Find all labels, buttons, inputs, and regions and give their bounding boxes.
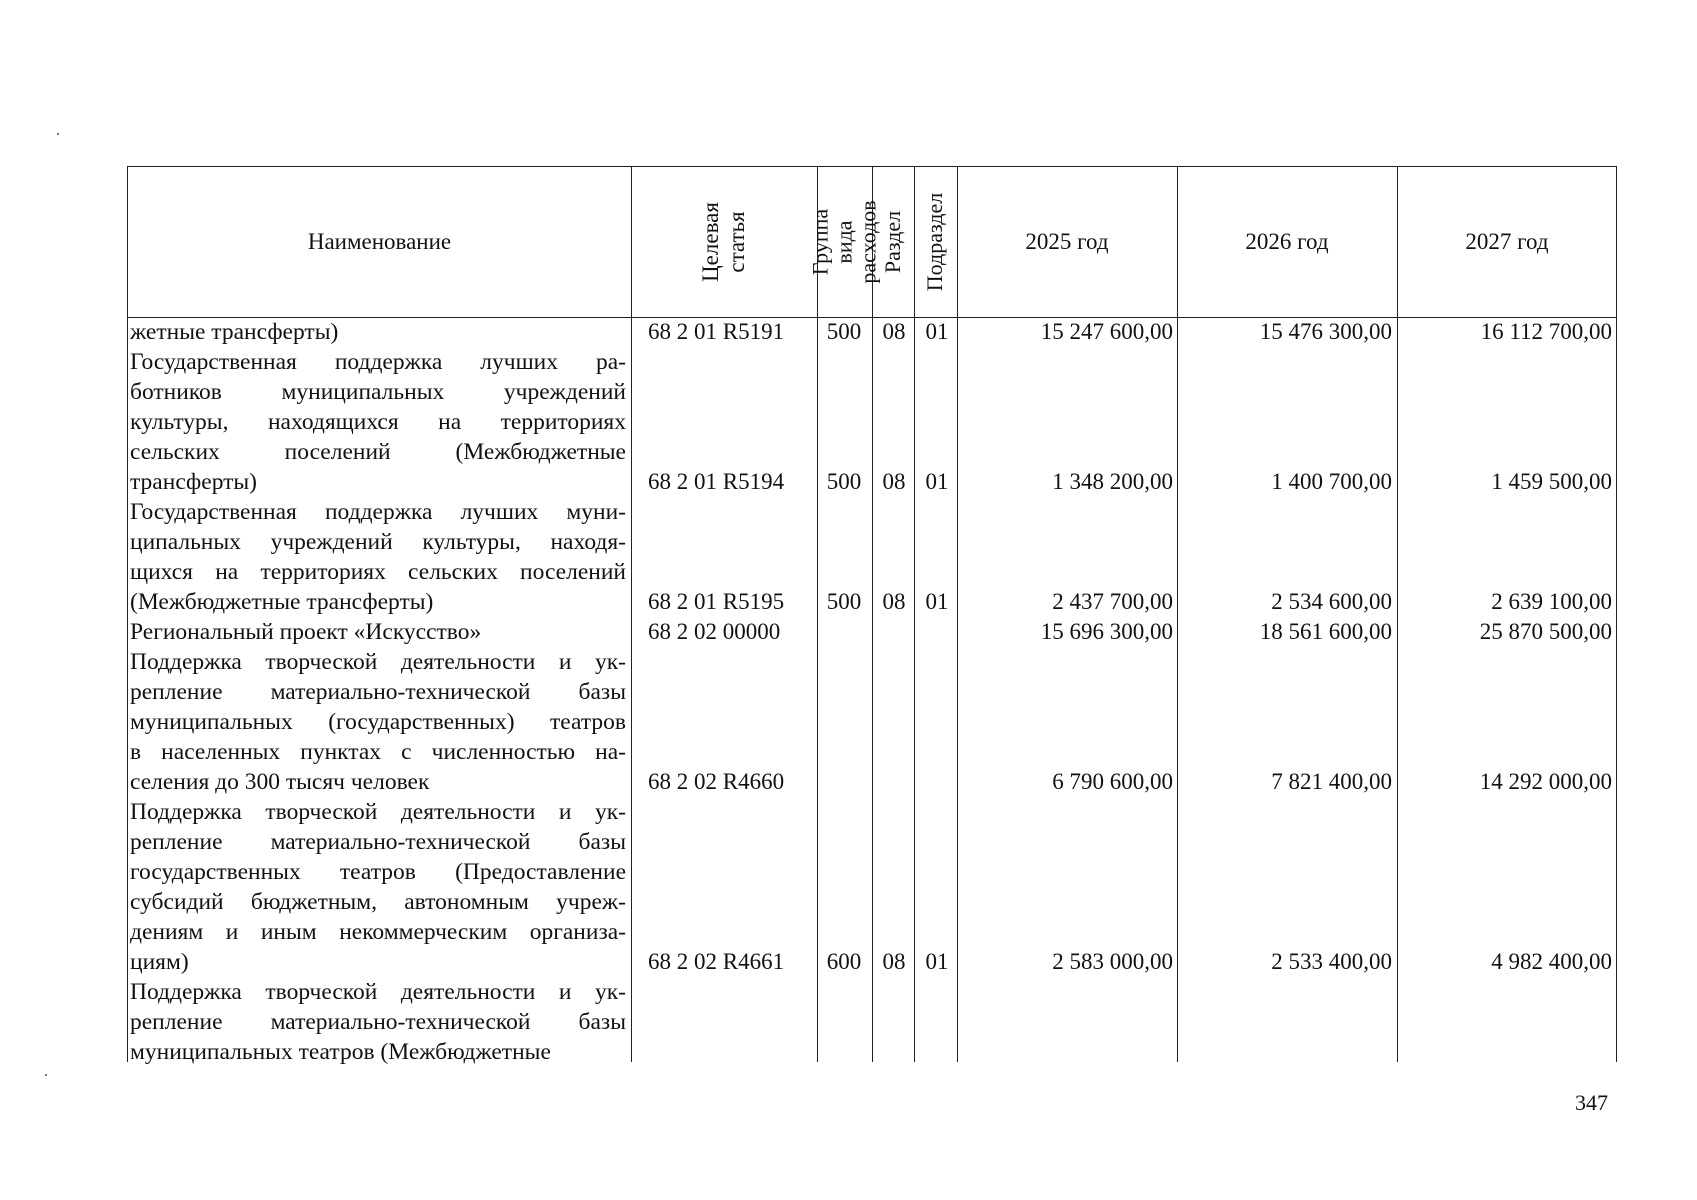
row-amount-2027: 14 292 000,00 <box>1479 769 1612 794</box>
row-subsection: 01 <box>925 319 949 344</box>
row-section: 08 <box>882 319 906 344</box>
row-name-line: муниципальных театров (Межбюджетные <box>130 1039 551 1065</box>
table-row <box>128 797 1616 977</box>
row-amount-2025: 1 348 200,00 <box>1052 469 1173 494</box>
row-target-code: 68 2 01 R5191 <box>648 319 785 344</box>
row-amount-2026: 7 821 400,00 <box>1271 769 1392 794</box>
row-name-line: селения до 300 тысяч человек <box>130 769 430 795</box>
row-name <box>130 497 626 617</box>
table-row <box>128 347 1616 497</box>
row-name-line: щихся на территориях сельских поселений <box>130 559 626 585</box>
row-name <box>130 797 626 977</box>
row-name <box>130 317 626 347</box>
row-target-code: 68 2 01 R5195 <box>648 589 785 614</box>
row-amount-2025: 15 247 600,00 <box>1040 319 1173 344</box>
row-name-line: репление материально-технической базы <box>130 679 626 705</box>
row-name-line: (Межбюджетные трансферты) <box>130 589 434 615</box>
row-subsection: 01 <box>925 589 949 614</box>
scan-speck <box>45 1074 47 1076</box>
row-section: 08 <box>882 589 906 614</box>
row-target-code: 68 2 02 00000 <box>648 619 781 644</box>
row-name-line: Государственная поддержка лучших ра- <box>130 349 626 375</box>
row-name-line: Поддержка творческой деятельности и ук- <box>130 649 626 675</box>
row-target-code: 68 2 01 R5194 <box>648 469 785 494</box>
row-subsection: 01 <box>925 469 949 494</box>
header-subsection: Подраздел <box>922 192 948 292</box>
row-name-line: сельских поселений (Межбюджетные <box>130 439 626 465</box>
row-name <box>130 977 626 1067</box>
row-amount-2027: 16 112 700,00 <box>1480 319 1612 344</box>
table-row <box>128 317 1616 347</box>
row-name-line: ботников муниципальных учреждений <box>130 379 626 405</box>
row-name-line: в населенных пунктах с численностью на- <box>130 739 626 765</box>
scan-speck <box>57 133 59 135</box>
row-amount-2027: 25 870 500,00 <box>1479 619 1612 644</box>
row-expense-group: 500 <box>826 589 862 614</box>
row-subsection: 01 <box>925 949 949 974</box>
row-amount-2026: 1 400 700,00 <box>1271 469 1392 494</box>
row-name-line: дениям и иным некоммерческим организа- <box>130 919 626 945</box>
row-amount-2026: 18 561 600,00 <box>1259 619 1392 644</box>
row-amount-2025: 2 583 000,00 <box>1052 949 1173 974</box>
header-2026: 2026 год <box>1245 229 1329 254</box>
row-amount-2025: 15 696 300,00 <box>1040 619 1173 644</box>
table-row <box>128 647 1616 797</box>
header-section: Раздел <box>880 210 906 274</box>
table-row <box>128 497 1616 617</box>
row-name-line: Региональный проект «Искусство» <box>130 619 482 645</box>
row-amount-2026: 15 476 300,00 <box>1259 319 1392 344</box>
row-amount-2026: 2 534 600,00 <box>1271 589 1392 614</box>
row-name-line: жетные трансферты) <box>130 319 339 345</box>
header-2027: 2027 год <box>1465 229 1549 254</box>
row-name-line: субсидий бюджетным, автономным учреж- <box>130 889 626 915</box>
row-name <box>130 617 626 647</box>
row-name <box>130 647 626 797</box>
row-name-line: репление материально-технической базы <box>130 1009 626 1035</box>
row-expense-group: 500 <box>826 469 862 494</box>
row-name-line: репление материально-технической базы <box>130 829 626 855</box>
row-name-line: Поддержка творческой деятельности и ук- <box>130 799 626 825</box>
budget-table <box>127 166 1617 1065</box>
row-amount-2027: 4 982 400,00 <box>1491 949 1612 974</box>
row-name-line: Поддержка творческой деятельности и ук- <box>130 979 626 1005</box>
row-target-code: 68 2 02 R4661 <box>648 949 785 974</box>
row-name-line: культуры, находящихся на территориях <box>130 409 626 435</box>
header-2025: 2025 год <box>1025 229 1109 254</box>
row-amount-2025: 2 437 700,00 <box>1052 589 1173 614</box>
header-target: Целевая статья <box>698 202 749 282</box>
row-amount-2027: 2 639 100,00 <box>1491 589 1612 614</box>
header-group: Группа вида расходов <box>807 200 881 284</box>
row-name-line: Государственная поддержка лучших муни- <box>130 499 626 525</box>
row-section: 08 <box>882 469 906 494</box>
row-name-line: ципальных учреждений культуры, находя- <box>130 529 626 555</box>
row-name-line: государственных театров (Предоставление <box>130 859 626 885</box>
row-amount-2026: 2 533 400,00 <box>1271 949 1392 974</box>
row-name <box>130 347 626 497</box>
row-expense-group: 500 <box>826 319 862 344</box>
row-name-line: циям) <box>130 949 189 975</box>
table-row <box>128 977 1616 1067</box>
row-expense-group: 600 <box>826 949 862 974</box>
page-number: 347 <box>1575 1090 1608 1115</box>
row-section: 08 <box>882 949 906 974</box>
row-name-line: муниципальных (государственных) театров <box>130 709 626 735</box>
row-name-line: трансферты) <box>130 469 258 495</box>
row-amount-2025: 6 790 600,00 <box>1052 769 1173 794</box>
table-row <box>128 617 1616 647</box>
row-amount-2027: 1 459 500,00 <box>1491 469 1612 494</box>
header-name: Наименование <box>307 229 452 254</box>
row-target-code: 68 2 02 R4660 <box>648 769 785 794</box>
